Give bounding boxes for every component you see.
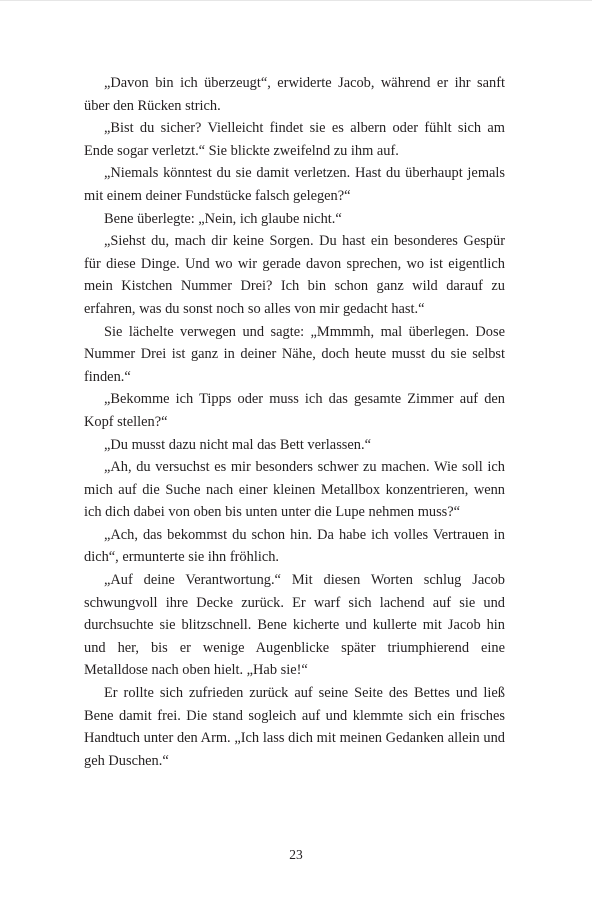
paragraph-9: „Ah, du versuchst es mir besonders schwer zu machen. Wie soll ich mich auf die Suche nach einer kleinen Metallbox konzentrieren, wenn ich dich dabei von oben bis unten unter die Lupe nehmen muss?“ bbox=[84, 459, 505, 521]
paragraph-8: „Du musst dazu nicht mal das Bett verlassen.“ bbox=[104, 436, 371, 453]
paragraph-12: Er rollte sich zufrieden zurück auf seine Seite des Bettes und ließ Bene damit frei. Die stand sogleich auf und klemmte sich ein frisches Handtuch unter den Arm. „Ich lass dich mit meinen Gedanken allein und geh Duschen.“ bbox=[84, 685, 505, 769]
top-edge-rule bbox=[0, 0, 592, 1]
paragraph-1: „Davon bin ich überzeugt“, erwiderte Jacob, während er ihr sanft über den Rücken strich. bbox=[84, 75, 505, 114]
paragraph-11: „Auf deine Verantwortung.“ Mit diesen Worten schlug Jacob schwungvoll ihre Decke zurück. Er warf sich lachend auf sie und durchsuchte sie blitzschnell. Bene kicherte und kullerte mit Jacob hin und her, bis er wenige Augenblicke später triumphierend eine Metalldose nach oben hielt. „Hab sie!“ bbox=[84, 572, 505, 679]
paragraph-5: „Siehst du, mach dir keine Sorgen. Du hast ein besonderes Gespür für diese Dinge. Und wo wir gerade davon sprechen, wo ist eigentlich mein Kistchen Nummer Drei? Ich bin schon ganz wild darauf zu erfahren, was du sonst noch so alles von mir gedacht hast.“ bbox=[84, 233, 505, 317]
paragraph-7: „Bekomme ich Tipps oder muss ich das gesamte Zimmer auf den Kopf stellen?“ bbox=[84, 391, 505, 430]
paragraph-4: Bene überlegte: „Nein, ich glaube nicht.“ bbox=[104, 210, 342, 227]
paragraph-10: „Ach, das bekommst du schon hin. Da habe ich volles Vertrauen in dich“, ermunterte sie ihn fröhlich. bbox=[84, 526, 505, 566]
body-text bbox=[84, 72, 505, 772]
page-number: 23 bbox=[289, 847, 303, 862]
paragraph-6: Sie lächelte verwegen und sagte: „Mmmmh, mal überlegen. Dose Nummer Drei ist ganz in deiner Nähe, doch heute musst du sie selbst finden.“ bbox=[84, 323, 505, 385]
paragraph-2: „Bist du sicher? Vielleicht findet sie es albern oder fühlt sich am Ende sogar verletzt.“ Sie blickte zweifelnd zu ihm auf. bbox=[84, 120, 505, 159]
paragraph-3: „Niemals könntest du sie damit verletzen. Hast du überhaupt jemals mit einem deiner Fundstücke falsch gelegen?“ bbox=[84, 165, 505, 204]
